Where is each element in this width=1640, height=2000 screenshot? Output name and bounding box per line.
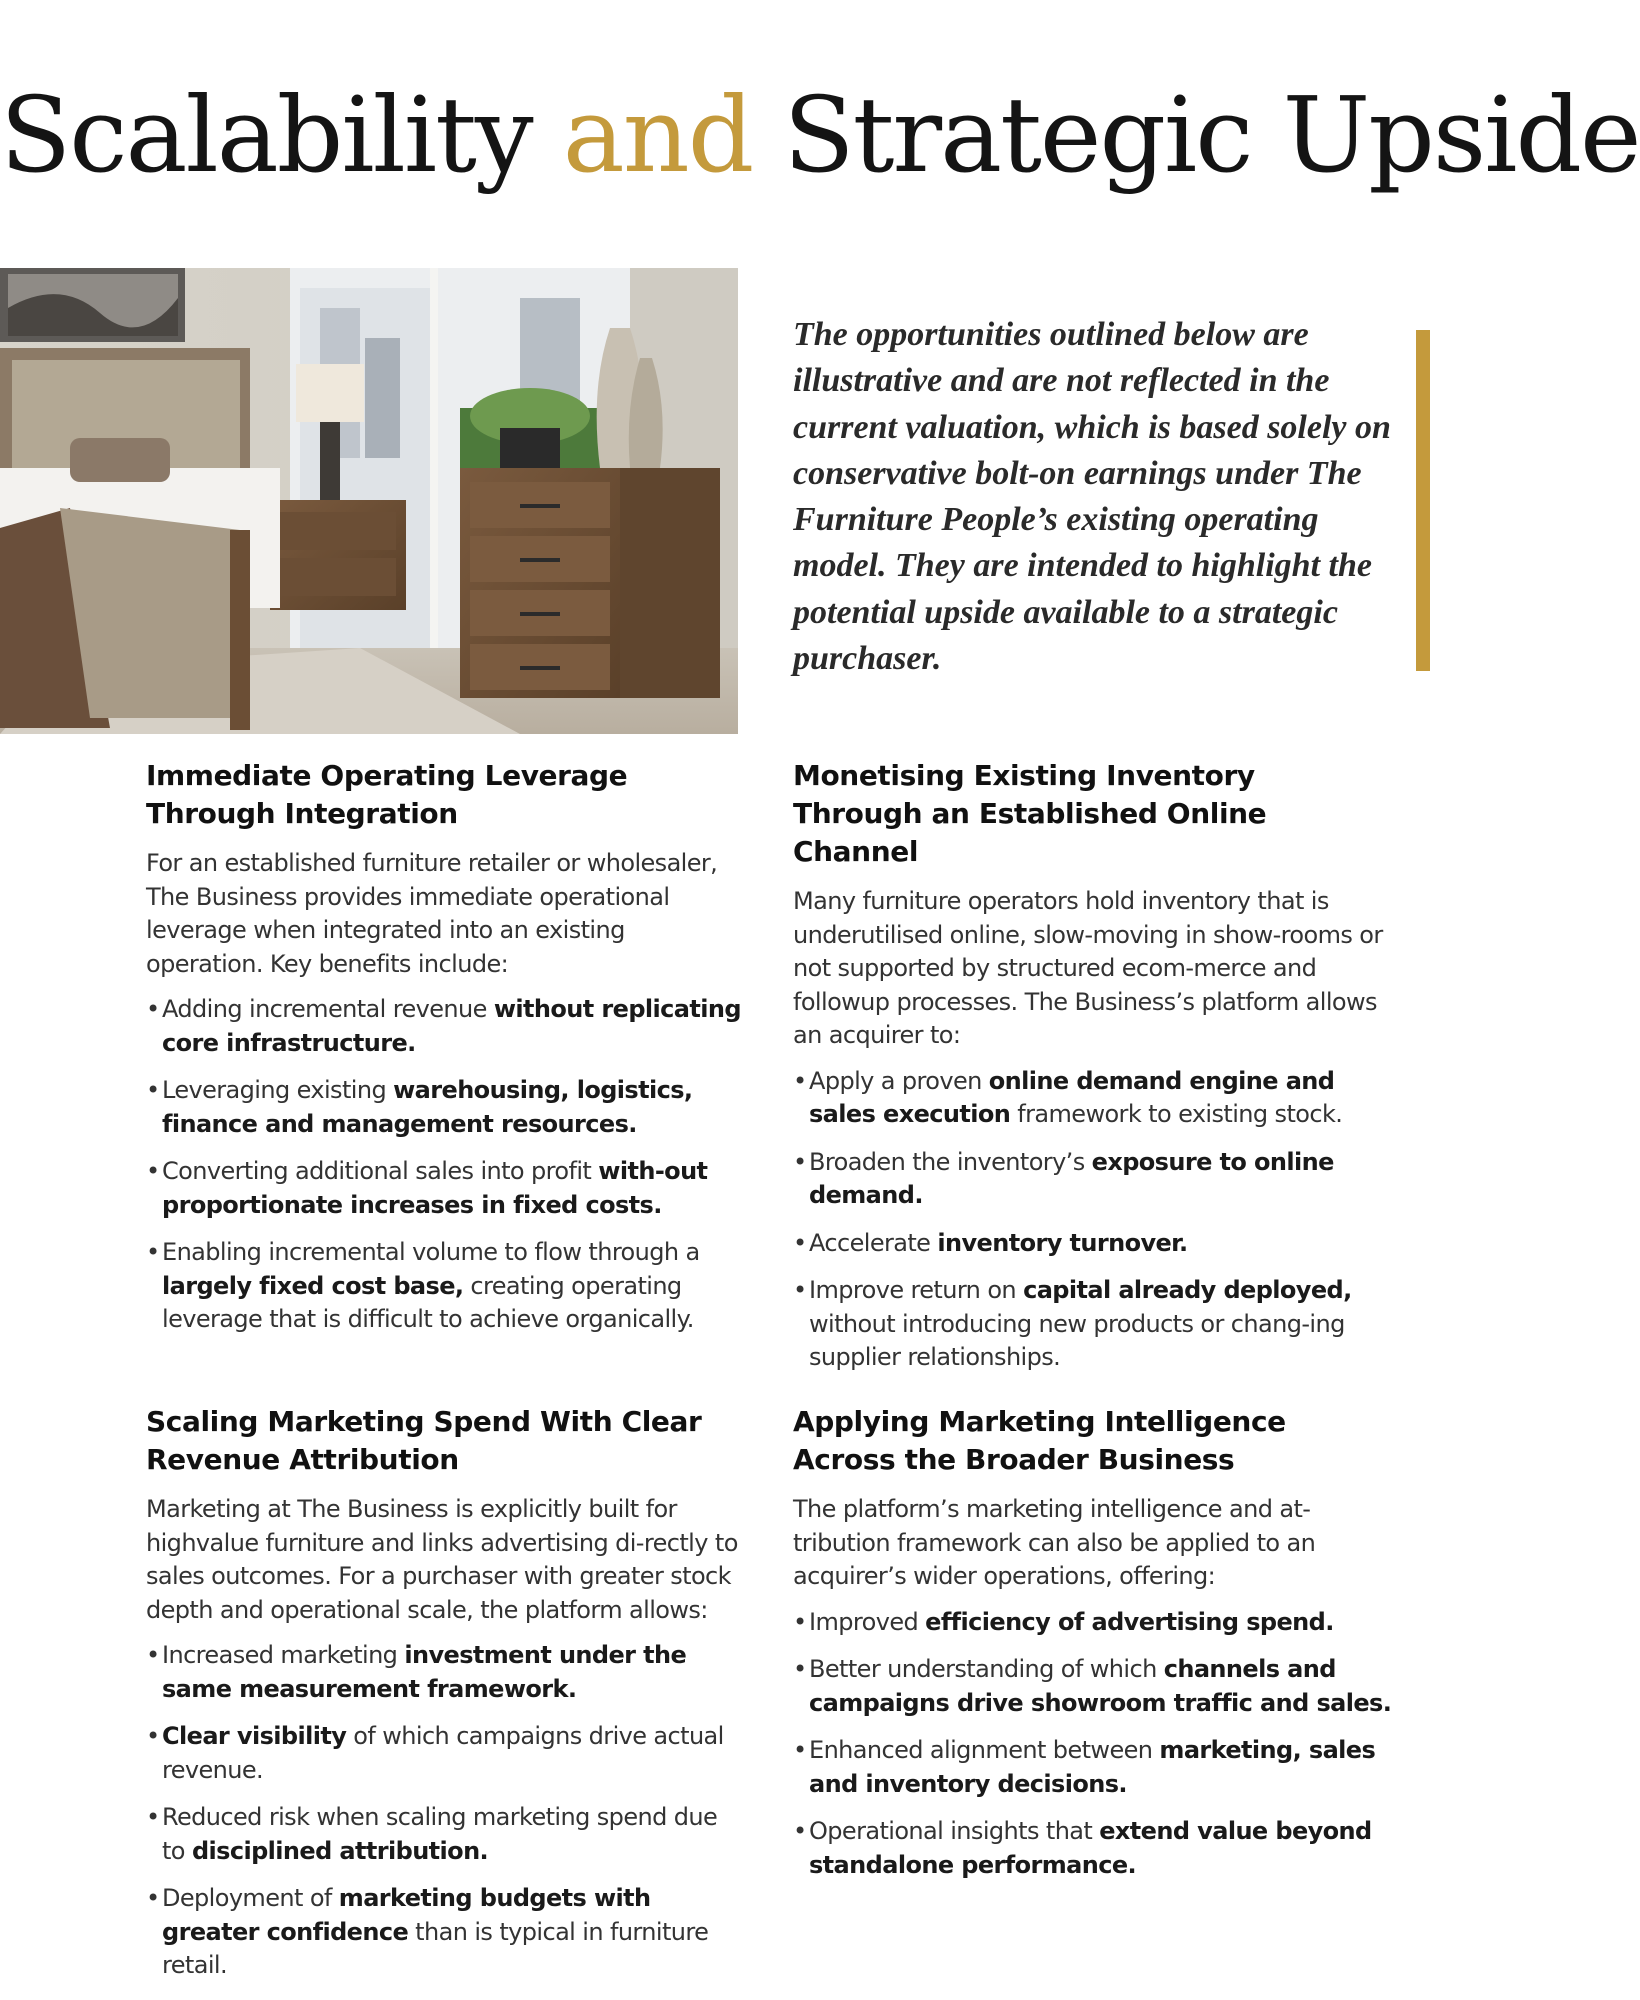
page-title — [0, 74, 1640, 196]
bullet-item: • Enhanced alignment between marketing, sales and inventory decisions. — [793, 1734, 1393, 1801]
bedroom-illustration — [0, 268, 738, 734]
bullet-item: • Deployment of marketing budgets with greater confidence than is typical in furniture retail. — [146, 1882, 746, 1983]
hero-bedroom-photo — [0, 268, 738, 734]
section-heading: Monetising Existing Inventory Through an Established Online Channel — [793, 759, 1267, 868]
accent-bar — [1416, 330, 1430, 671]
bullet-item: • Converting additional sales into profit with-out proportionate increases in fixed costs. — [146, 1155, 746, 1222]
section-intro: Marketing at The Business is explicitly built for highvalue furniture and links advertising di-rectly to sales outcomes. For a purchaser with greater stock depth and operational scale, the platform allows: — [146, 1495, 738, 1624]
bullet-item: • Better understanding of which channels and campaigns drive showroom traffic and sales. — [793, 1653, 1393, 1720]
title-part-3: Strategic Upside — [783, 74, 1640, 196]
bullet-list — [146, 993, 746, 1337]
bullet-list — [146, 1639, 746, 1983]
bullet-item: • Broaden the inventory’s exposure to online demand. — [793, 1146, 1393, 1213]
section-marketing-spend — [146, 1403, 746, 1997]
title-part-1: Scalability — [0, 74, 532, 196]
bullet-item: • Clear visibility of which campaigns drive actual revenue. — [146, 1720, 746, 1787]
bullet-item: • Accelerate inventory turnover. — [793, 1227, 1393, 1261]
bullet-item: • Apply a proven online demand engine and sales execution framework to existing stock. — [793, 1065, 1393, 1132]
section-online-inventory — [793, 757, 1393, 1389]
bullet-list — [793, 1606, 1393, 1883]
bullet-item: • Improved efficiency of advertising spend. — [793, 1606, 1393, 1640]
bullet-item: • Leveraging existing warehousing, logistics, finance and management resources. — [146, 1074, 746, 1141]
bullet-item: • Adding incremental revenue without replicating core infrastructure. — [146, 993, 746, 1060]
section-heading: Scaling Marketing Spend With Clear Revenue Attribution — [146, 1405, 702, 1476]
section-operating-leverage — [146, 757, 746, 1351]
title-accent-word: and — [562, 74, 753, 196]
bullet-item: • Operational insights that extend value beyond standalone performance. — [793, 1815, 1393, 1882]
section-heading: Immediate Operating Leverage Through Integration — [146, 759, 628, 830]
bullet-item: • Improve return on capital already deployed, without introducing new products or chang-ing supplier relationships. — [793, 1274, 1393, 1375]
bullet-item: • Reduced risk when scaling marketing spend due to disciplined attribution. — [146, 1801, 746, 1868]
section-intro: For an established furniture retailer or wholesaler, The Business provides immediate operational leverage when integrated into an existing operation. Key benefits include: — [146, 849, 718, 978]
bullet-item: • Enabling incremental volume to flow through a largely fixed cost base, creating operating leverage that is difficult to achieve organically. — [146, 1236, 746, 1337]
section-heading: Applying Marketing Intelligence Across the Broader Business — [793, 1405, 1286, 1476]
bullet-item: • Increased marketing investment under the same measurement framework. — [146, 1639, 746, 1706]
section-intro: Many furniture operators hold inventory that is underutilised online, slow-moving in show-rooms or not supported by structured ecom-merce and followup processes. The Business’s platform allows an acquirer to: — [793, 887, 1383, 1049]
intro-disclaimer: The opportunities outlined below are illustrative and are not reflected in the current valuation, which is based solely on conservative bolt-on earnings under The Furniture People’s existing operating model. They are intended to highlight the potential upside available to a strategic purchaser. — [793, 316, 1391, 678]
section-marketing-intelligence — [793, 1403, 1393, 1896]
bullet-list — [793, 1065, 1393, 1375]
section-intro: The platform’s marketing intelligence and at-tribution framework can also be applied to an acquirer’s wider operations, offering: — [793, 1495, 1316, 1590]
